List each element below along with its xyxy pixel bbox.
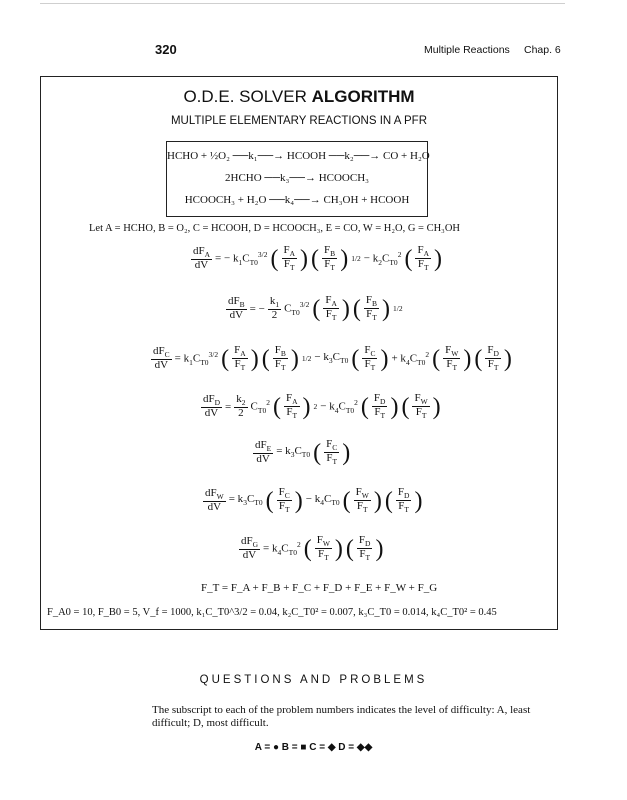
reaction-line-1: HCHO + ½O₂ ──k₁──→ HCOOH ──k₂──→ CO + H₂O <box>167 150 430 162</box>
reactions-box <box>166 141 428 217</box>
reaction-line-3: HCOOCH₃ + H₂O ──k₄──→ CH₃OH + HCOOH <box>184 194 410 206</box>
equation-dFE: $\frac{dF_E}{dV}$ = $k_3C_{T0}$ ( $\frac{F_C}{F_T}$ ) <box>255 438 351 467</box>
reaction-line-2: 2HCHO ──k₃──→ HCOOCH₃ <box>225 172 369 184</box>
equation-dFG: $\frac{dF_G}{dV}$ = $k_4C_{T0}^2$ ( $\frac{F_W}{F_T}$ ) ( $\frac{F_D}{F_T}$ ) <box>241 534 384 563</box>
questions-heading: QUESTIONS AND PROBLEMS <box>199 674 428 686</box>
page-number: 320 <box>155 42 177 57</box>
equation-dFA: $\frac{dF_A}{dV}$ = − $k_1C_{T0}^{3/2}$ ( $\frac{F_A}{F_T}$ ) ( $\frac{F_B}{F_T}$ ) 1/2 − $k_2C_{T0}^2$ ( $\frac{F_A}{F_T}$ ) <box>193 244 442 273</box>
title-plain: O.D.E. SOLVER <box>183 87 312 106</box>
equation-dFW: $\frac{dF_W}{dV}$ = $k_3C_{T0}$ ( $\frac{F_C}{F_T}$ ) − $k_4C_{T0}$ ( $\frac{F_W}{F_T}$ ) ( $\frac{F_D}{F_T}$ ) <box>205 486 423 515</box>
parameter-values: F_A0 = 10, F_B0 = 5, V_f = 1000, k₁C_T0^3/2 = 0.04, k₂C_T0² = 0.007, k₃C_T0 = 0.014, k₄C_T0² = 0.45 <box>47 607 497 618</box>
species-definitions: Let A = HCHO, B = O₂, C = HCOOH, D = HCOOCH₃, E = CO, W = H₂O, G = CH₃OH <box>89 223 461 234</box>
equation-dFD: $\frac{dF_D}{dV}$ = $\frac{k_2}{2}$ $C_{T0}^2$ ( $\frac{F_A}{F_T}$ ) 2 − $k_4C_{T0}^2$ ( $\frac{F_D}{F_T}$ ) ( $\frac{F_W}{F_T}$ ) <box>203 392 441 421</box>
difficulty-legend: A = ● B = ■ C = ◆ D = ◆◆ <box>254 742 373 753</box>
equation-dFB: $\frac{dF_B}{dV}$ = − $\frac{k_1}{2}$ $C_{T0}^{3/2}$ ( $\frac{F_A}{F_T}$ ) ( $\frac{F_B}{F_T}$ ) 1/2 <box>228 294 403 323</box>
difficulty-paragraph: The subscript to each of the problem numbers indicates the level of difficulty: A, least difficult; D, most difficult. <box>152 704 531 729</box>
running-title: Multiple Reactions <box>424 44 510 56</box>
algorithm-subtitle: MULTIPLE ELEMENTARY REACTIONS IN A PFR <box>170 115 428 127</box>
equation-dFC: $\frac{dF_C}{dV}$ = $k_1C_{T0}^{3/2}$ ( $\frac{F_A}{F_T}$ ) ( $\frac{F_B}{F_T}$ ) 1/2 − $k_3C_{T0}$ ( $\frac{F_C}{F_T}$ ) + $k_4C_{T0}^2$ ( $\frac{F_W}{F_T}$ ) ( $\frac{F_D}{F_T}$ ) <box>153 344 512 373</box>
chapter-label: Chap. 6 <box>524 44 561 56</box>
algorithm-title <box>41 87 557 107</box>
total-flow-equation: F_T = F_A + F_B + F_C + F_D + F_E + F_W + F_G <box>201 582 438 594</box>
title-bold: ALGORITHM <box>311 87 415 106</box>
top-rule <box>40 3 565 4</box>
algorithm-box <box>40 76 558 630</box>
